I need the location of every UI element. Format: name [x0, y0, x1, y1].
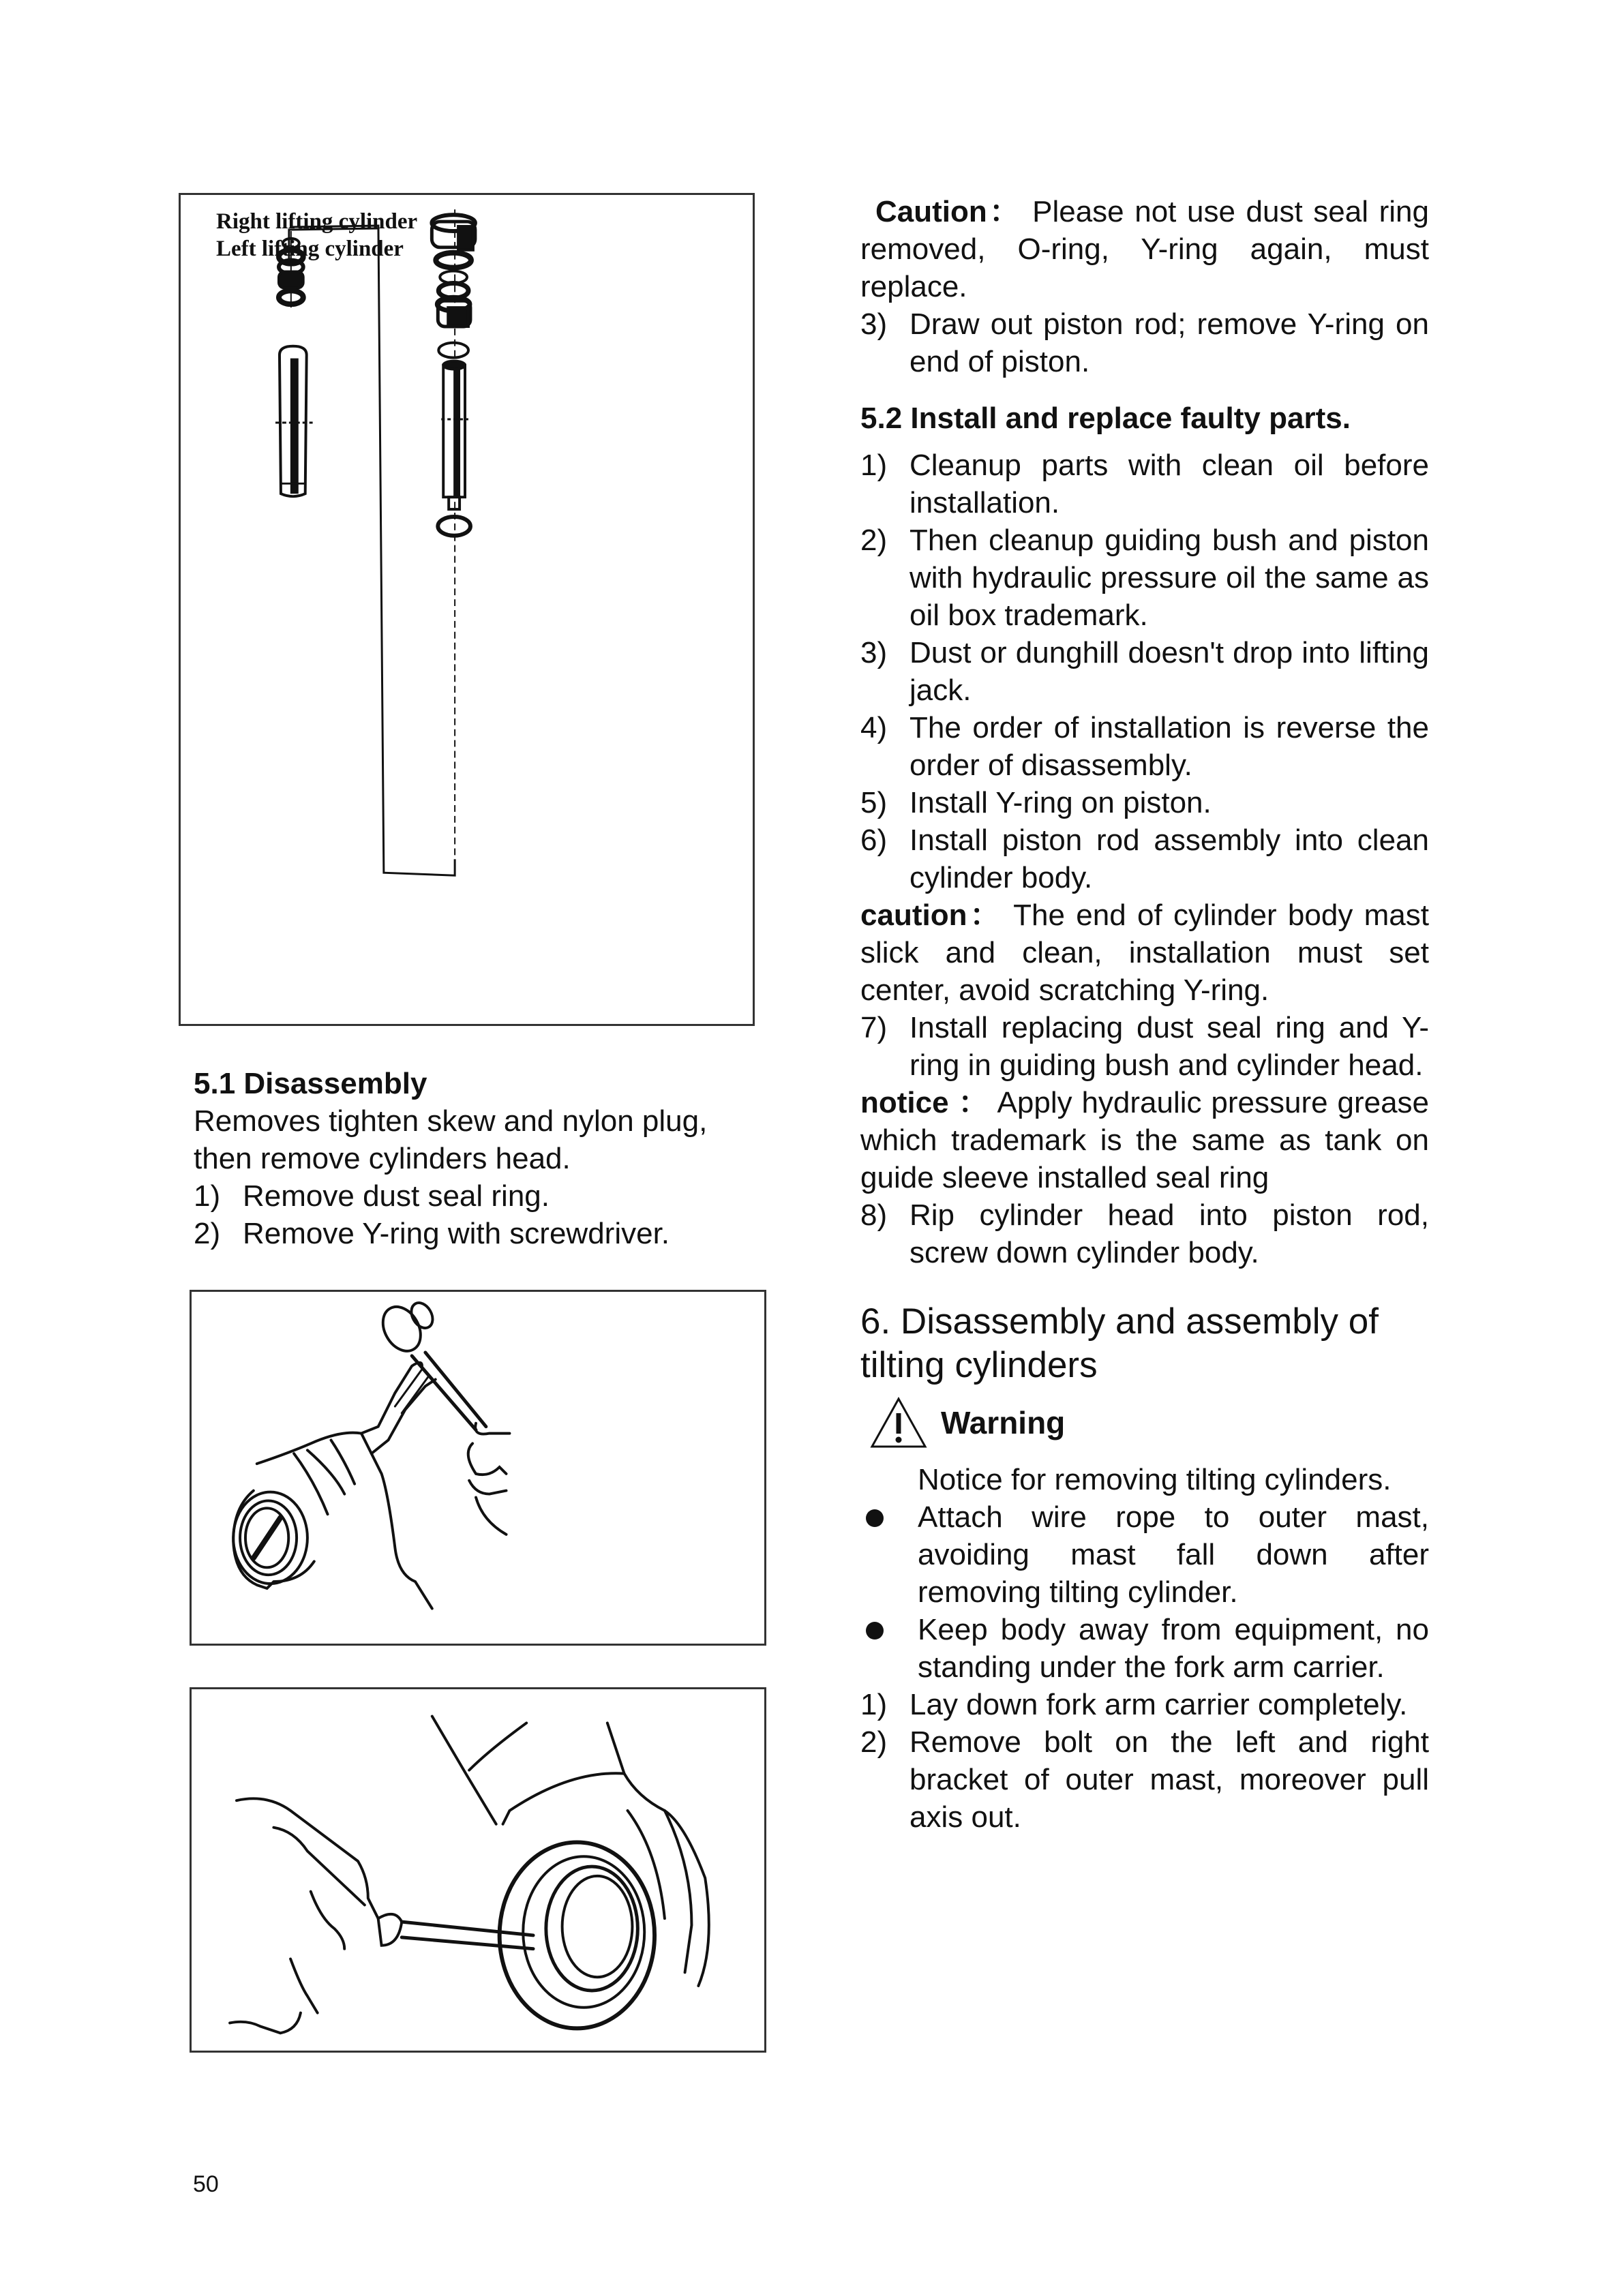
y-ring-removal-drawing — [192, 1689, 764, 2051]
list-item — [860, 1009, 1429, 1084]
warning-triangle-icon — [870, 1397, 927, 1449]
list-text: Dust or dunghill doesn't drop into lifting jack. — [909, 636, 1429, 707]
bullet-text: Attach wire rope to outer mast, avoiding mast fall down after removing tilting cylinder. — [918, 1500, 1429, 1609]
list-item — [194, 1215, 773, 1252]
section-5-1-intro-line-1: Removes tighten skew and nylon plug, — [194, 1104, 708, 1138]
warning-notice-intro: Notice for removing tilting cylinders. — [918, 1463, 1392, 1496]
list-text: Install piston rod assembly into clean cylinder body. — [909, 824, 1429, 894]
caution-label: caution： — [860, 898, 1003, 932]
list-number: 3) — [860, 307, 888, 341]
list-item — [860, 1723, 1429, 1836]
list-item — [860, 1686, 1429, 1723]
section-heading-6-line-1: 6. Disassembly and assembly of — [860, 1301, 1379, 1342]
list-number: 2) — [860, 1725, 888, 1759]
list-item — [860, 522, 1429, 634]
bullet-icon — [860, 1611, 918, 1686]
list-item — [860, 821, 1429, 896]
section-heading-6-line-2: tilting cylinders — [860, 1345, 1098, 1385]
warning-bullet — [860, 1611, 1429, 1686]
list-number: 7) — [860, 1011, 888, 1044]
list-number: 6) — [860, 824, 888, 857]
list-number: 1) — [860, 1688, 888, 1721]
list-item — [860, 447, 1429, 522]
section-heading-5-1: 5.1 Disassembly — [194, 1067, 427, 1100]
list-text: Remove bolt on the left and right bracket of outer mast, moreover pull axis out. — [909, 1725, 1429, 1834]
right-column — [860, 193, 1429, 1836]
figure-remove-dust-seal-ring — [190, 1290, 766, 1646]
list-text: Draw out piston rod; remove Y-ring on end of piston. — [909, 307, 1429, 378]
list-item — [860, 634, 1429, 709]
caution-text: Please not use dust seal ring removed, O-ring, Y-ring again, must replace. — [860, 195, 1429, 303]
list-number: 5) — [860, 786, 888, 819]
figure-label-right-lifting-cylinder: Right lifting cylinder — [216, 209, 418, 234]
list-item — [860, 784, 1429, 821]
dust-seal-removal-drawing — [192, 1292, 764, 1644]
warning-label: Warning — [941, 1404, 1066, 1440]
list-number: 1) — [194, 1179, 221, 1213]
lifting-cylinder-drawing — [181, 195, 753, 1024]
section-5-1-intro-line-2: then remove cylinders head. — [194, 1142, 571, 1175]
list-number: 2) — [194, 1217, 221, 1250]
list-text: Install replacing dust seal ring and Y-ring in guiding bush and cylinder head. — [909, 1011, 1429, 1082]
notice-note — [860, 1084, 1429, 1196]
list-number: 8) — [860, 1198, 888, 1232]
figure-lifting-cylinder-exploded — [179, 193, 755, 1026]
list-item — [860, 1196, 1429, 1271]
warning-header — [860, 1397, 1429, 1449]
list-number: 1) — [860, 449, 888, 482]
bullet-icon — [860, 1498, 918, 1611]
list-text: Rip cylinder head into piston rod, screw down cylinder body. — [909, 1198, 1429, 1269]
list-number: 3) — [860, 636, 888, 669]
list-text: Remove dust seal ring. — [243, 1179, 550, 1213]
list-number: 2) — [860, 524, 888, 557]
bullet-text: Keep body away from equipment, no standing under the fork arm carrier. — [918, 1613, 1429, 1684]
list-text: Remove Y-ring with screwdriver. — [243, 1217, 670, 1250]
caution-note-1 — [860, 193, 1429, 305]
caution-text: The end of cylinder body mast slick and clean, installation must set center, avoid scratching Y-ring. — [860, 898, 1429, 1007]
list-text: Lay down fork arm carrier completely. — [909, 1688, 1408, 1721]
section-heading-5-2: 5.2 Install and replace faulty parts. — [860, 402, 1351, 435]
list-item — [860, 305, 1429, 380]
warning-bullet — [860, 1498, 1429, 1611]
caution-label: Caution： — [875, 195, 1022, 228]
list-text: The order of installation is reverse the order of disassembly. — [909, 711, 1429, 782]
figure-label-left-lifting-cylinder: Left lifting cylinder — [216, 237, 404, 261]
list-text: Install Y-ring on piston. — [909, 786, 1212, 819]
list-item — [194, 1177, 773, 1215]
list-text: Then cleanup guiding bush and piston with hydraulic pressure oil the same as oil box trademark. — [909, 524, 1429, 632]
list-number: 4) — [860, 711, 888, 744]
list-item — [860, 709, 1429, 784]
caution-note-2 — [860, 896, 1429, 1009]
list-text: Cleanup parts with clean oil before installation. — [909, 449, 1429, 519]
page-number: 50 — [193, 2171, 219, 2197]
section-5-1 — [194, 1065, 773, 1252]
notice-text: Apply hydraulic pressure grease which trademark is the same as tank on guide sleeve installed seal ring — [860, 1086, 1430, 1194]
figure-remove-y-ring-screwdriver — [190, 1687, 766, 2053]
notice-label: notice ： — [860, 1086, 990, 1119]
